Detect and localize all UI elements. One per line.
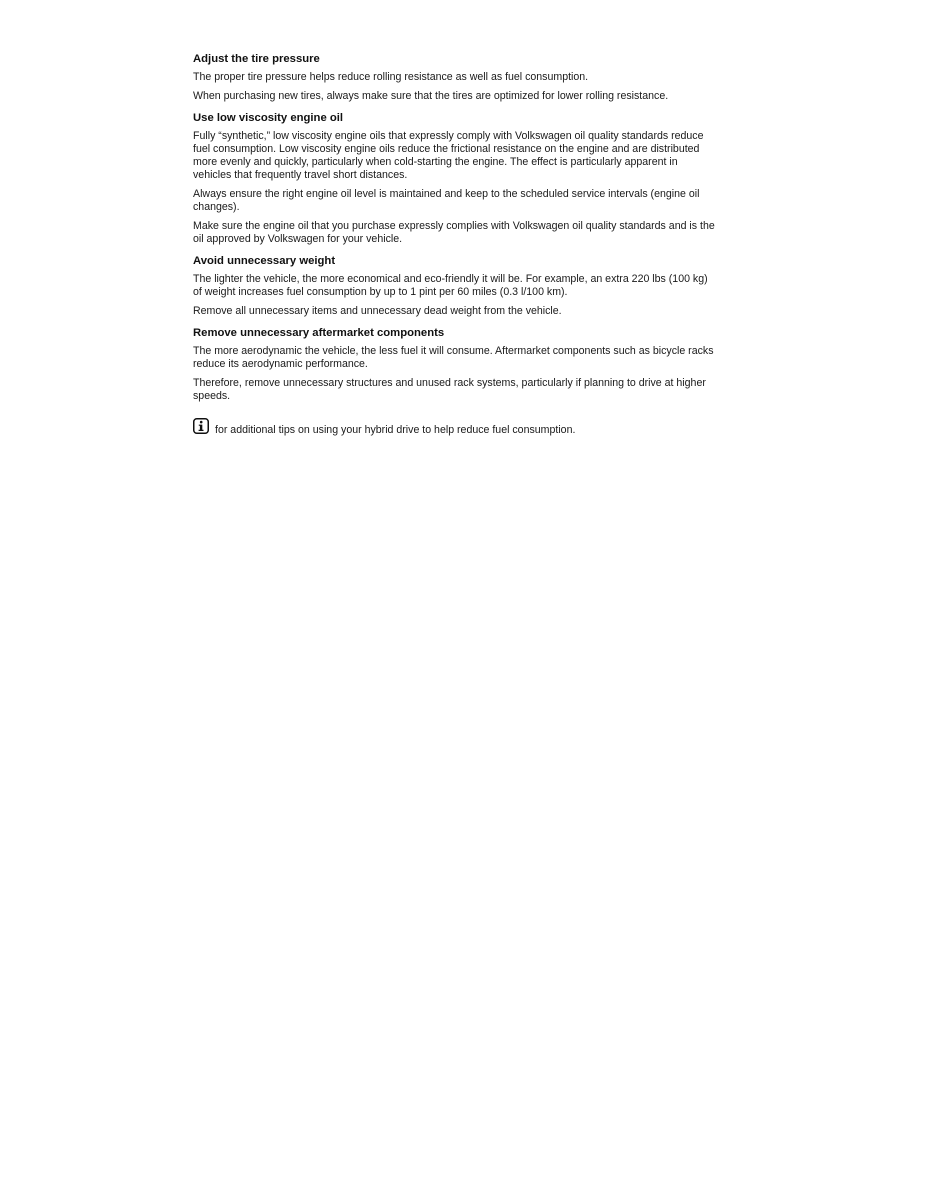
- info-note-text: for additional tips on using your hybrid drive to help reduce fuel consumption.: [215, 424, 576, 436]
- paragraph: The proper tire pressure helps reduce rolling resistance as well as fuel consumption.: [193, 71, 589, 83]
- section-heading: Avoid unnecessary weight: [193, 255, 336, 267]
- info-icon: [193, 418, 209, 434]
- section-weight: [193, 254, 715, 318]
- paragraph: Therefore, remove unnecessary structures and unused rack systems, particularly if planning to drive at higher speeds.: [193, 377, 706, 402]
- paragraph: Make sure the engine oil that you purchase expressly complies with Volkswagen oil quality standards and is the oil approved by Volkswagen for your vehicle.: [193, 220, 715, 245]
- section-heading: Adjust the tire pressure: [193, 53, 320, 65]
- paragraph: Remove all unnecessary items and unnecessary dead weight from the vehicle.: [193, 305, 562, 317]
- paragraph: The lighter the vehicle, the more economical and eco-friendly it will be. For example, an extra 220 lbs (100 kg) of weight increases fuel consumption by up to 1 pint per 60 miles (0.3 l/100 km).: [193, 273, 708, 298]
- section-heading: Remove unnecessary aftermarket components: [193, 327, 445, 339]
- info-note: [193, 418, 715, 437]
- paragraph: The more aerodynamic the vehicle, the less fuel it will consume. Aftermarket components such as bicycle racks reduce its aerodynamic performance.: [193, 345, 714, 370]
- paragraph: Always ensure the right engine oil level is maintained and keep to the scheduled service intervals (engine oil changes).: [193, 188, 700, 213]
- section-tire-pressure: [193, 52, 715, 103]
- paragraph: When purchasing new tires, always make sure that the tires are optimized for lower rolling resistance.: [193, 90, 669, 102]
- section-aftermarket: [193, 326, 715, 403]
- paragraph: Fully “synthetic,” low viscosity engine oils that expressly comply with Volkswagen oil quality standards reduce fuel consumption. Low viscosity engine oils reduce the frictional resistance on the engine and are distributed more evenly and quickly, particularly when cold-starting the engine. The effect is particularly apparent in vehicles that frequently travel short distances.: [193, 130, 704, 181]
- section-heading: Use low viscosity engine oil: [193, 112, 344, 124]
- document-page: [193, 52, 715, 437]
- section-engine-oil: [193, 111, 715, 246]
